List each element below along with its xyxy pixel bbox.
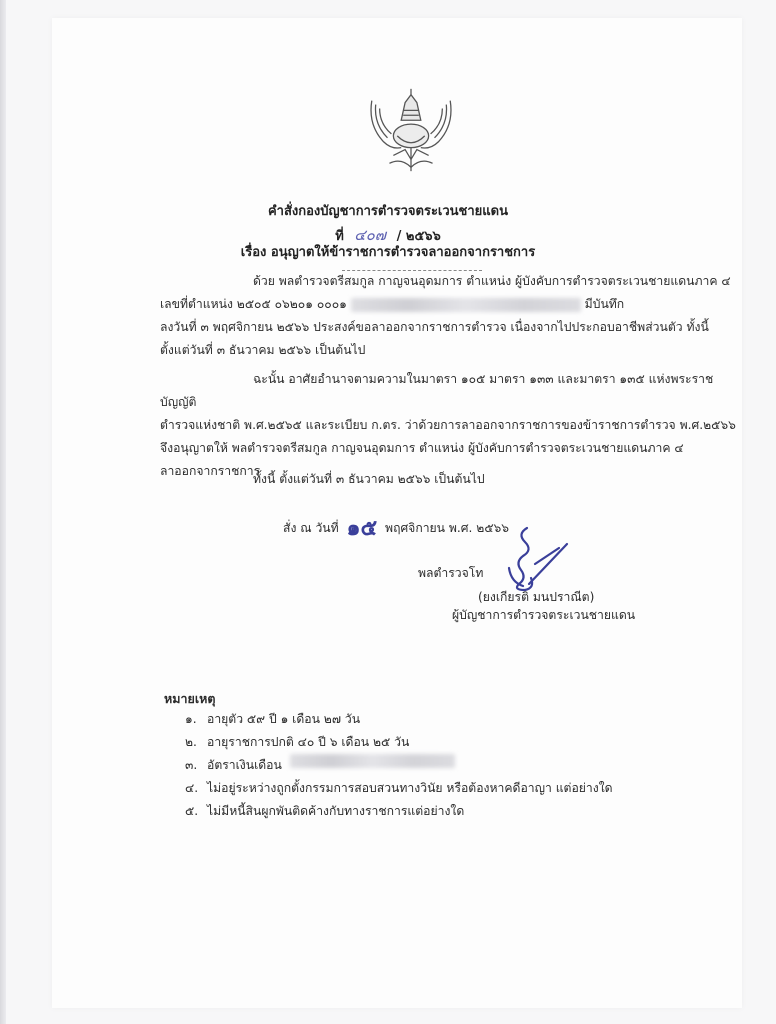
note-text: อัตราเงินเดือน <box>207 758 282 772</box>
paragraph-line: ตั้งแต่วันที่ ๓ ธันวาคม ๒๕๖๖ เป็นต้นไป <box>160 343 366 357</box>
signer-name: (ยงเกียรติ มนปราณีต) <box>478 590 595 604</box>
subject-text: อนุญาตให้ข้าราชการตำรวจลาออกจากราชการ <box>270 245 536 260</box>
paragraph-line: ลงวันที่ ๓ พฤศจิกายน ๒๕๖๖ ประสงค์ขอลาออกจากราชการตำรวจ เนื่องจากไปประกอบอาชีพส่วนตัว ทั้งนี้ <box>160 320 709 334</box>
note-item <box>185 708 613 731</box>
paragraph-line: มีบันทึก <box>584 297 625 311</box>
paragraph-line: จึงอนุญาตให้ พลตำรวจตรีสมกูล กาญจนอุดมการ ตำแหน่ง ผู้บังคับการตำรวจตระเวนชายแดนภาค ๔ <box>160 441 684 455</box>
order-number-prefix: ที่ <box>335 229 344 244</box>
paragraph-request <box>160 270 740 362</box>
note-text: ไม่อยู่ระหว่างถูกตั้งกรรมการสอบสวนทางวินัย หรือต้องหาคดีอาญา แต่อย่างใด <box>207 781 613 795</box>
order-date-prefix: สั่ง ณ วันที่ <box>283 521 339 535</box>
signer-rank: พลตำรวจโท <box>418 566 484 580</box>
note-item <box>185 754 613 777</box>
note-number: ๒. <box>185 735 197 749</box>
note-item <box>185 800 613 823</box>
paragraph-line: เลขที่ตำแหน่ง ๒๕๐๕ ๐๖๒๐๑ ๐๐๐๑ <box>160 297 347 311</box>
paragraph-authority <box>160 368 740 483</box>
paragraph-line: ตำรวจแห่งชาติ พ.ศ.๒๕๖๕ และระเบียบ ก.ตร. ว่าด้วยการลาออกจากราชการของข้าราชการตำรวจ พ.ศ.๒๕๖๖ <box>160 418 736 432</box>
note-item <box>185 731 613 754</box>
note-item <box>185 777 613 800</box>
note-number: ๓. <box>185 758 198 772</box>
notes-heading: หมายเหตุ <box>164 691 216 706</box>
order-number-year: / ๒๕๖๖ <box>396 229 441 244</box>
subject-label: เรื่อง <box>240 245 267 260</box>
order-title: คำสั่งกองบัญชาการตำรวจตระเวนชายแดน <box>267 204 509 219</box>
note-text: อายุตัว ๕๙ ปี ๑ เดือน ๒๗ วัน <box>207 712 361 726</box>
order-date-suffix: พฤศจิกายน พ.ศ. ๒๕๖๖ <box>385 521 510 535</box>
notes-list <box>185 708 613 823</box>
order-date <box>283 510 509 545</box>
garuda-emblem-icon <box>362 80 460 180</box>
note-text: อายุราชการปกติ ๔๐ ปี ๖ เดือน ๒๕ วัน <box>207 735 410 749</box>
note-number: ๔. <box>185 781 199 795</box>
redacted-block <box>351 298 581 312</box>
scan-edge <box>0 0 6 1024</box>
signer-title: ผู้บัญชาการตำรวจตระเวนชายแดน <box>452 608 636 622</box>
effective-date: ทั้งนี้ ตั้งแต่วันที่ ๓ ธันวาคม ๒๕๖๖ เป็นต้นไป <box>253 472 485 486</box>
order-subject <box>0 241 776 262</box>
order-number-handwritten: ๔๐๗ <box>354 226 387 244</box>
paragraph-line: ลาออกจากราชการ <box>160 464 261 478</box>
order-date-day-handwritten: ๑๕ <box>346 515 378 541</box>
redacted-block <box>290 754 455 768</box>
paragraph-line: ด้วย พลตำรวจตรีสมกูล กาญจนอุดมการ ตำแหน่ง ผู้บังคับการตำรวจตระเวนชายแดนภาค ๔ <box>253 274 731 288</box>
note-number: ๑. <box>185 712 197 726</box>
paragraph-line: ฉะนั้น อาศัยอำนาจตามความในมาตรา ๑๐๕ มาตรา ๑๓๓ และมาตรา ๑๓๕ แห่งพระราชบัญญัติ <box>160 372 714 409</box>
note-number: ๕. <box>185 804 199 818</box>
note-text: ไม่มีหนี้สินผูกพันติดค้างกับทางราชการแต่อย่างใด <box>207 804 465 818</box>
